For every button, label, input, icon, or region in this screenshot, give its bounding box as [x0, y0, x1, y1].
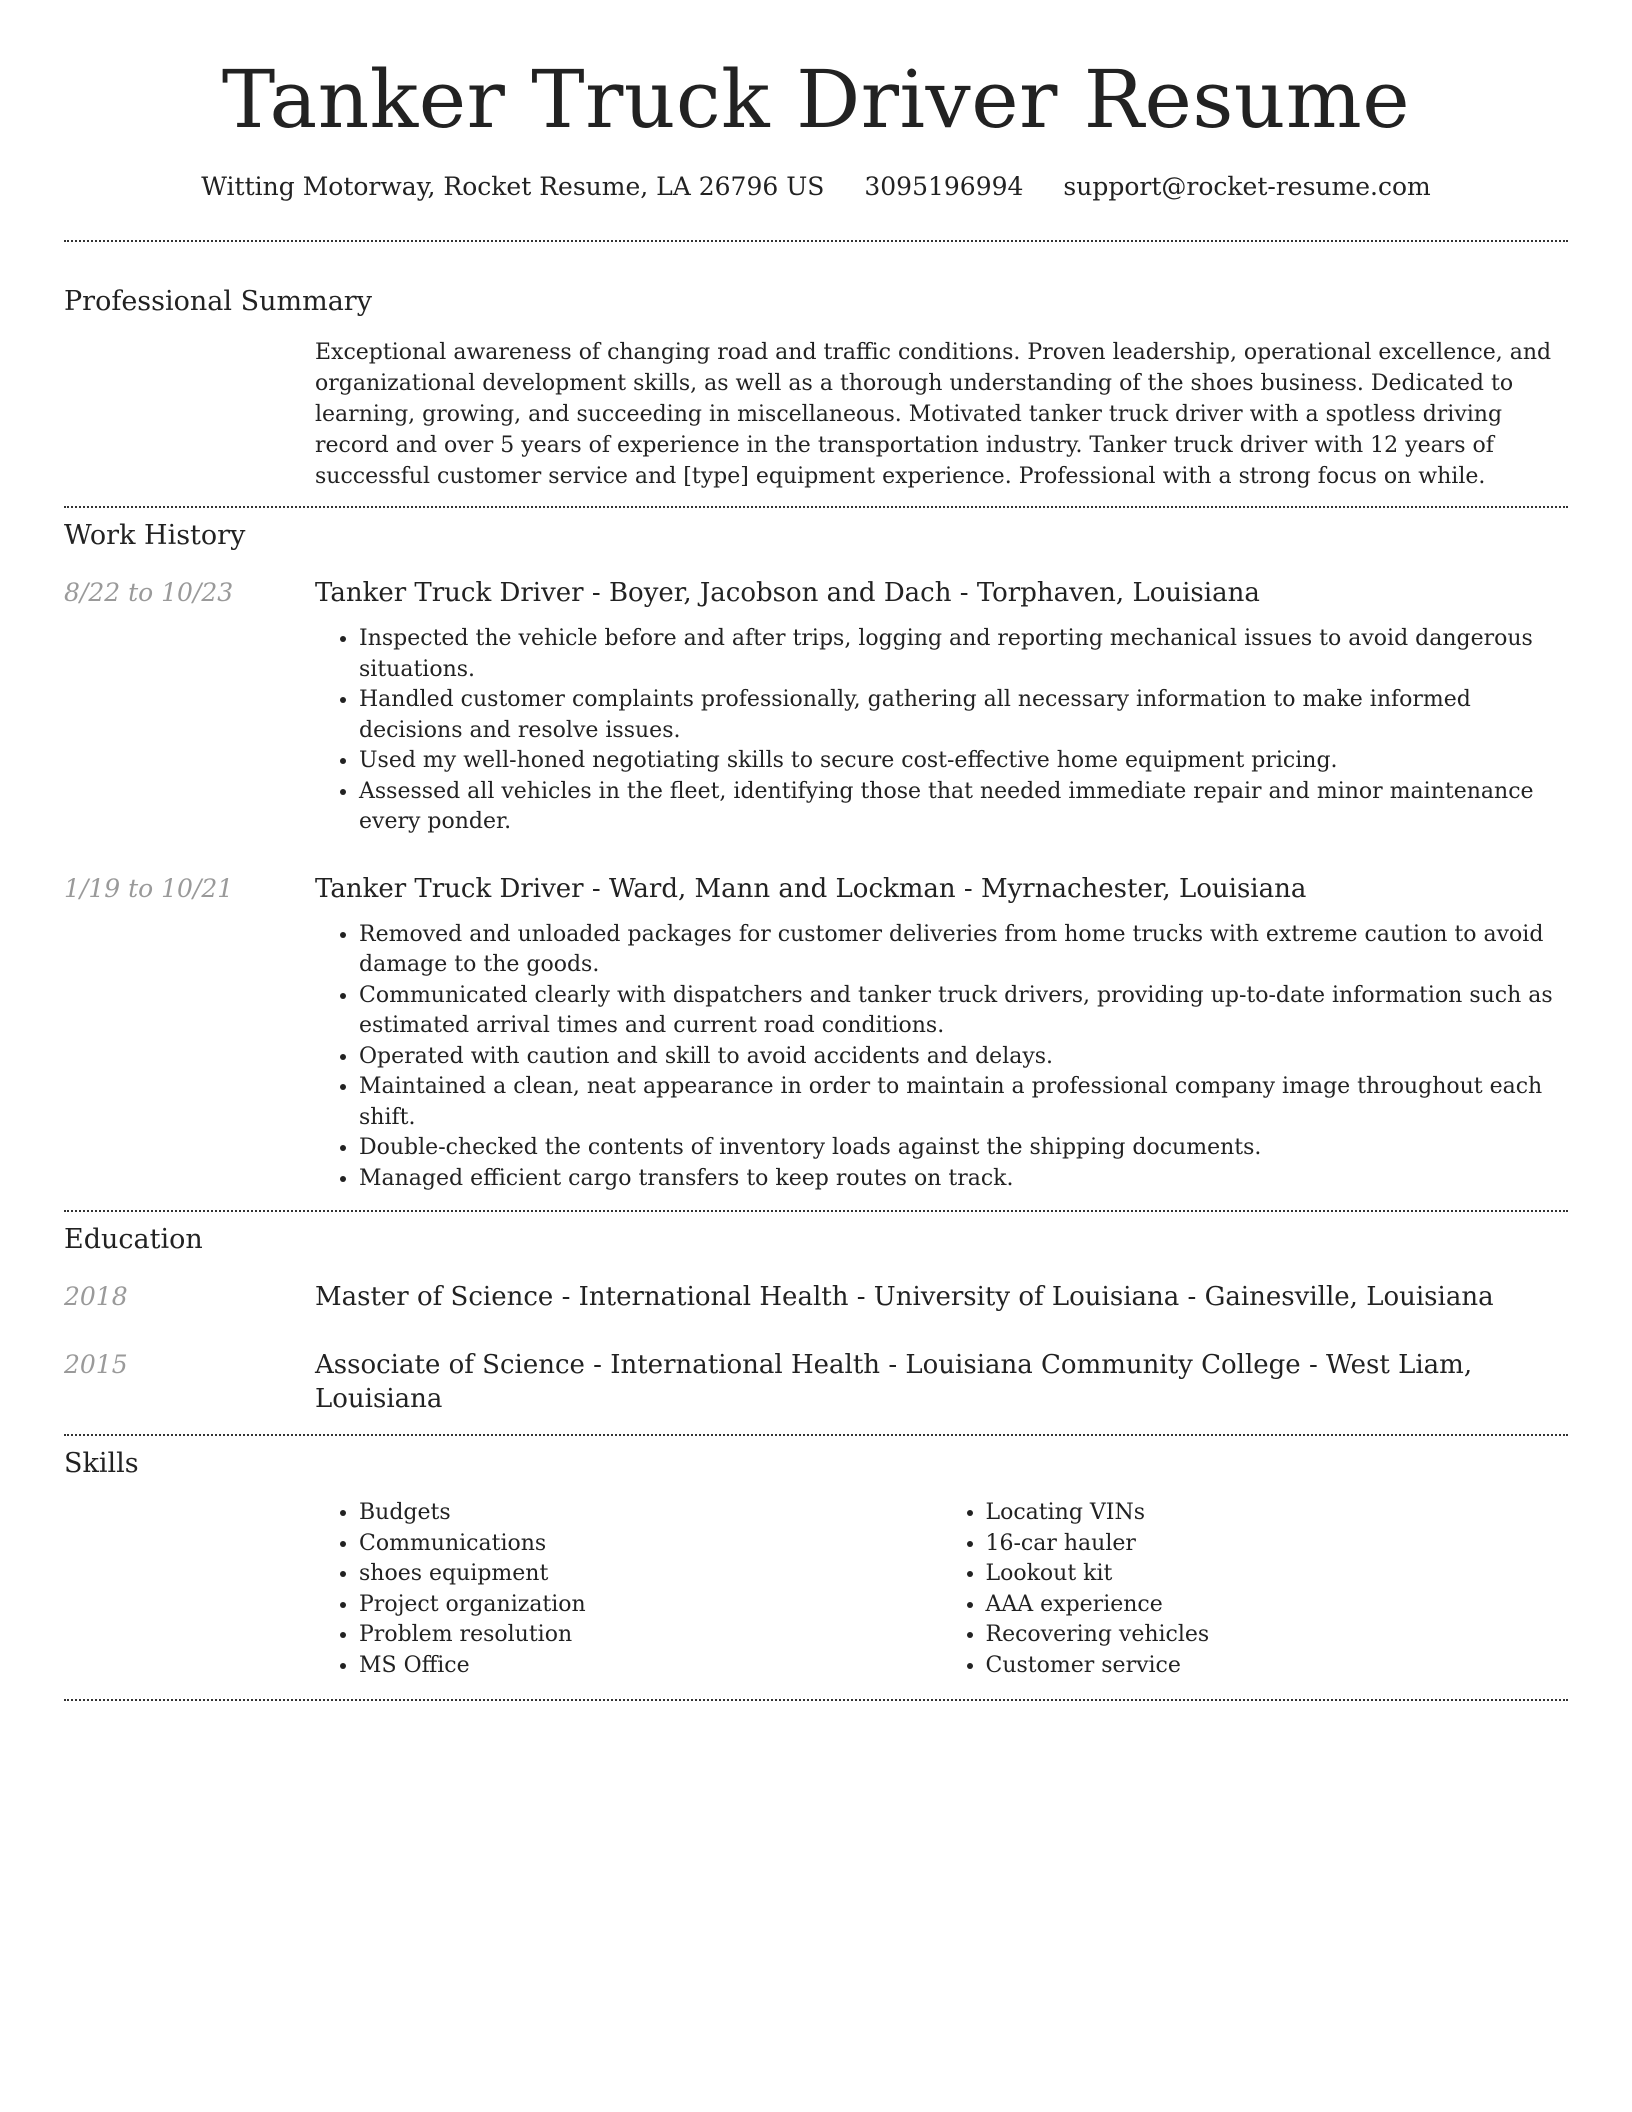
contact-line — [64, 170, 1568, 204]
education-year: 2018 — [64, 1282, 128, 1311]
skill-item: • MS Office — [359, 1651, 942, 1682]
education-heading: Education — [64, 1224, 203, 1255]
section-divider — [64, 240, 1568, 242]
job-bullet: • Assessed all vehicles in the fleet, identifying those that needed immediate repair and minor maintenance every ponder. — [359, 777, 1568, 838]
job-entry — [64, 576, 1568, 838]
section-divider — [64, 506, 1568, 508]
job-location: Torphaven, Louisiana — [976, 578, 1260, 608]
education-location: West Liam, Louisiana — [315, 1350, 1473, 1414]
skill-item: • Problem resolution — [359, 1620, 942, 1651]
education-location: Gainesville, Louisiana — [1204, 1282, 1494, 1312]
job-bullet: • Double-checked the contents of inventory loads against the shipping documents. — [359, 1133, 1568, 1164]
contact-email: support@rocket-resume.com — [1063, 172, 1431, 201]
education-degree: Master of Science - International Health — [315, 1282, 849, 1312]
job-bullet: • Maintained a clean, neat appearance in order to maintain a professional company image throughout each shift. — [359, 1072, 1568, 1133]
resume-page — [64, 0, 1568, 1701]
contact-address: Witting Motorway, Rocket Resume, LA 26796 US — [201, 172, 825, 201]
section-divider — [64, 1699, 1568, 1701]
summary-heading: Professional Summary — [64, 286, 372, 317]
summary-row — [64, 337, 1568, 492]
section-divider — [64, 1434, 1568, 1436]
education-school: University of Louisiana — [873, 1282, 1180, 1312]
skills-spacer — [64, 1498, 315, 1681]
job-bullet: • Communicated clearly with dispatchers and tanker truck drivers, providing up-to-date information such as estimated arrival times and current road conditions. — [359, 981, 1568, 1042]
education-entry — [64, 1280, 1568, 1314]
skills-list-right — [942, 1498, 1569, 1681]
summary-section — [64, 284, 1568, 492]
job-company: Ward, Mann and Lockman — [608, 873, 956, 904]
summary-spacer — [64, 337, 315, 492]
job-details — [315, 872, 1568, 1195]
job-role: Tanker Truck Driver — [315, 873, 584, 904]
education-entry — [64, 1348, 1568, 1416]
job-bullet: • Operated with caution and skill to avoid accidents and delays. — [359, 1042, 1568, 1073]
summary-text: Exceptional awareness of changing road and traffic conditions. Proven leadership, operational excellence, and organizational development skills, as well as a thorough understanding of the shoes business. Dedicated to learning, growing, and succeeding in miscellaneous. Motivated tanker truck driver with a spotless driving record and over 5 years of experience in the transportation industry. Tanker truck driver with 12 years of successful customer service and [type] equipment experience. Professional with a strong focus on while. — [315, 340, 1552, 489]
education-details: Master of Science - International Health - University of Louisiana - Gainesville, Louisiana — [315, 1282, 1494, 1312]
job-bullet: • Handled customer complaints professionally, gathering all necessary information to make informed decisions and resolve issues. — [359, 685, 1568, 746]
job-bullets — [315, 624, 1568, 838]
section-divider — [64, 1210, 1568, 1212]
job-bullet: • Removed and unloaded packages for customer deliveries from home trucks with extreme caution to avoid damage to the goods. — [359, 920, 1568, 981]
skills-list-left — [315, 1498, 942, 1681]
job-bullet: • Managed efficient cargo transfers to keep routes on track. — [359, 1164, 1568, 1195]
job-title: Tanker Truck Driver - Boyer, Jacobson and Dach - Torphaven, Louisiana — [315, 578, 1260, 608]
job-details — [315, 576, 1568, 838]
skills-section — [64, 1446, 1568, 1681]
job-role: Tanker Truck Driver — [315, 578, 584, 608]
education-school: Louisiana Community College — [905, 1350, 1301, 1380]
resume-title: Tanker Truck Driver Resume — [221, 53, 1411, 146]
education-details: Associate of Science - International Health - Louisiana Community College - West Liam, Louisiana — [315, 1350, 1473, 1414]
education-section — [64, 1222, 1568, 1416]
skills-grid — [315, 1498, 1568, 1681]
skill-item: • 16-car hauler — [986, 1529, 1569, 1560]
skill-item: • Project organization — [359, 1590, 942, 1621]
skill-item: • shoes equipment — [359, 1559, 942, 1590]
skill-item: • Lookout kit — [986, 1559, 1569, 1590]
skill-item: • Recovering vehicles — [986, 1620, 1569, 1651]
job-dates: 1/19 to 10/21 — [64, 873, 234, 903]
job-bullet: • Inspected the vehicle before and after trips, logging and reporting mechanical issues to avoid dangerous situations. — [359, 624, 1568, 685]
job-title: Tanker Truck Driver - Ward, Mann and Lockman - Myrnachester, Louisiana — [315, 873, 1307, 904]
skill-item: • Budgets — [359, 1498, 942, 1529]
job-entry — [64, 872, 1568, 1195]
job-bullet: • Used my well-honed negotiating skills to secure cost-effective home equipment pricing. — [359, 746, 1568, 777]
education-year: 2015 — [64, 1350, 128, 1379]
work-heading: Work History — [64, 520, 246, 551]
job-bullets — [315, 920, 1568, 1195]
skill-item: • Communications — [359, 1529, 942, 1560]
skills-heading: Skills — [64, 1448, 139, 1479]
skill-item: • Customer service — [986, 1651, 1569, 1682]
work-section — [64, 518, 1568, 1194]
job-location: Myrnachester, Louisiana — [981, 873, 1307, 904]
contact-phone: 3095196994 — [864, 172, 1024, 201]
job-company: Boyer, Jacobson and Dach — [608, 578, 952, 608]
skills-row — [64, 1498, 1568, 1681]
skill-item: • Locating VINs — [986, 1498, 1569, 1529]
education-degree: Associate of Science - International Health — [315, 1350, 881, 1380]
job-dates: 8/22 to 10/23 — [64, 578, 234, 607]
skill-item: • AAA experience — [986, 1590, 1569, 1621]
